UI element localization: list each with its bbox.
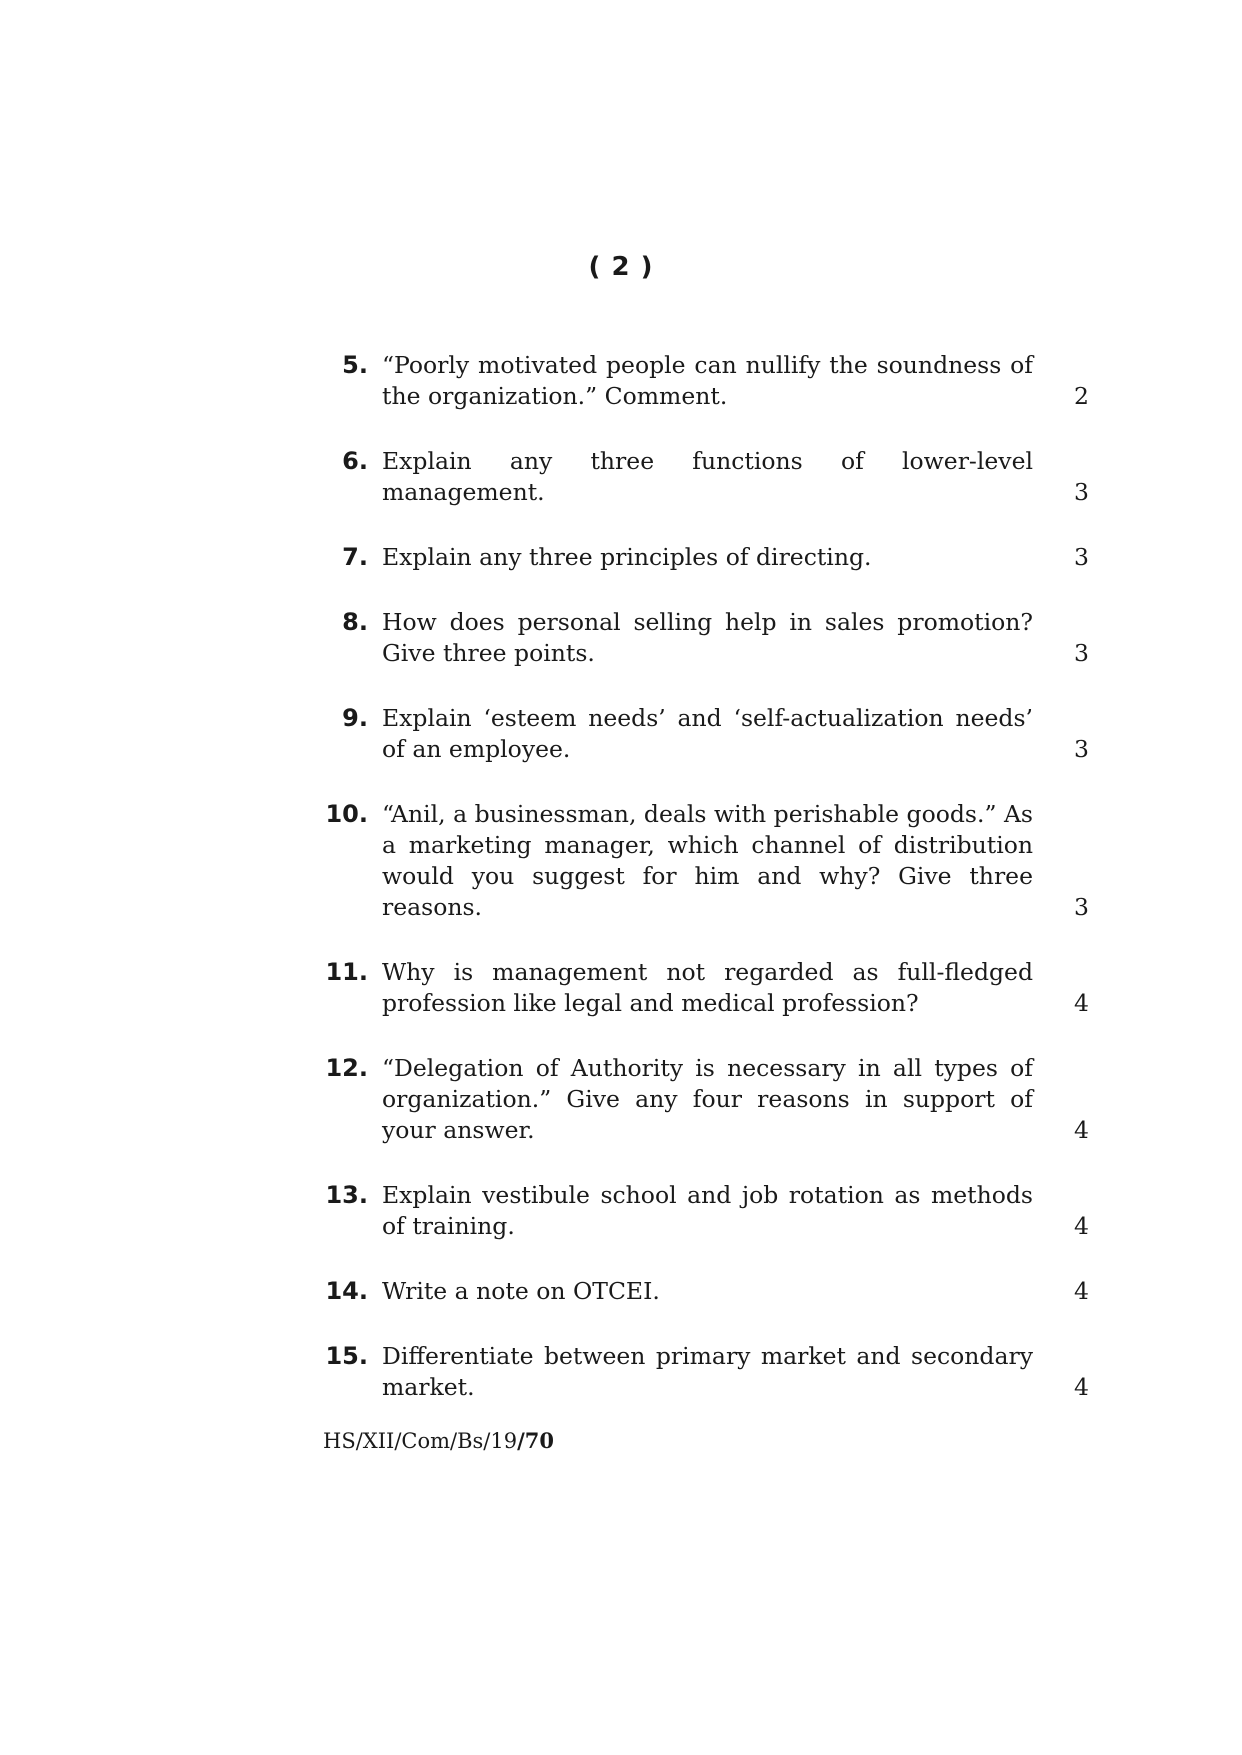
- question-text: Differentiate between primary market and secondary market.: [382, 1342, 1033, 1401]
- question-text: “Poorly motivated people can nullify the soundness of the organization.” Comment.: [382, 351, 1033, 410]
- question-number: 13.: [325, 1181, 368, 1209]
- question-marks: 4: [1074, 1212, 1089, 1240]
- question-marks: 3: [1074, 543, 1089, 571]
- question-item: [320, 1276, 1095, 1307]
- question-text: How does personal selling help in sales promotion? Give three points.: [382, 608, 1033, 667]
- question-text: Explain ‘esteem needs’ and ‘self-actualization needs’ of an employee.: [382, 704, 1033, 763]
- question-number: 10.: [325, 800, 368, 828]
- question-number: 12.: [325, 1054, 368, 1082]
- question-item: [320, 350, 1095, 412]
- question-number: 5.: [342, 351, 368, 379]
- question-marks: 3: [1074, 735, 1089, 763]
- question-item: [320, 799, 1095, 923]
- footer-code-suffix: /70: [517, 1428, 555, 1453]
- question-item: [320, 957, 1095, 1019]
- question-marks: 4: [1074, 1373, 1089, 1401]
- question-text: “Delegation of Authority is necessary in all types of organization.” Give any four reasons in support of your answer.: [382, 1054, 1033, 1144]
- question-item: [320, 542, 1095, 573]
- page-number: ( 2 ): [588, 252, 654, 282]
- question-number: 7.: [342, 543, 368, 571]
- question-text: Explain vestibule school and job rotation as methods of training.: [382, 1181, 1033, 1240]
- question-marks: 4: [1074, 989, 1089, 1017]
- question-item: [320, 703, 1095, 765]
- question-item: [320, 1341, 1095, 1403]
- question-number: 11.: [325, 958, 368, 986]
- question-number: 14.: [325, 1277, 368, 1305]
- question-item: [320, 1180, 1095, 1242]
- question-marks: 2: [1074, 382, 1089, 410]
- question-number: 6.: [342, 447, 368, 475]
- question-number: 9.: [342, 704, 368, 732]
- footer-code-text: HS/XII/Com/Bs/19: [323, 1429, 518, 1453]
- question-text: “Anil, a businessman, deals with perishable goods.” As a marketing manager, which channel of distribution would you suggest for him and why? Give three reasons.: [382, 800, 1033, 921]
- question-marks: 4: [1074, 1116, 1089, 1144]
- footer-code: [323, 1428, 554, 1453]
- question-marks: 3: [1074, 639, 1089, 667]
- question-item: [320, 446, 1095, 508]
- question-text: Explain any three principles of directing.: [382, 543, 872, 571]
- question-text: Explain any three functions of lower-level management.: [382, 447, 1033, 506]
- question-marks: 3: [1074, 893, 1089, 921]
- question-text: Write a note on OTCEI.: [382, 1277, 660, 1305]
- question-item: [320, 607, 1095, 669]
- question-number: 15.: [325, 1342, 368, 1370]
- question-list: [320, 350, 1095, 1437]
- question-number: 8.: [342, 608, 368, 636]
- question-marks: 3: [1074, 478, 1089, 506]
- question-text: Why is management not regarded as full-fledged profession like legal and medical profession?: [382, 958, 1033, 1017]
- question-marks: 4: [1074, 1277, 1089, 1305]
- question-item: [320, 1053, 1095, 1146]
